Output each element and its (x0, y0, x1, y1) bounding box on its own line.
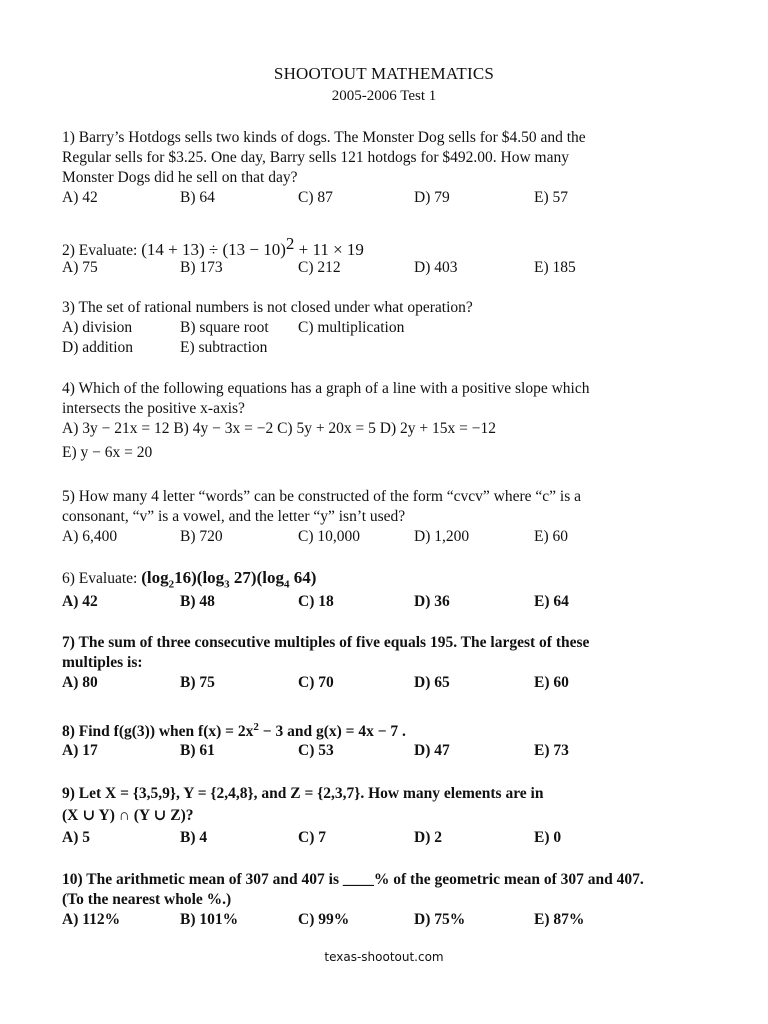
answer-choices (62, 828, 712, 848)
question-10 (62, 870, 712, 930)
answer-choices: A) 3y − 21x = 12 B) 4y − 3x = −2 C) 5y + 20x = 5 D) 2y + 15x = −12 (62, 420, 496, 437)
choice-d: D) 47 (414, 742, 450, 759)
choice-b: B) 48 (180, 593, 215, 610)
choice-e: E) 64 (534, 593, 569, 610)
choice-b: B) 4 (180, 829, 208, 846)
choice-e: E) 0 (534, 829, 562, 846)
choice-e: E) 57 (534, 189, 569, 206)
choice-b: B) 61 (180, 742, 215, 759)
answer-choices (62, 258, 712, 278)
question-text: 8) Find f(g(3)) when $f(x) = 2x^2 - 3$ and g(x) = 4x − 7 . (62, 721, 406, 741)
footer-url: texas-shootout.com (324, 950, 444, 964)
question-8 (62, 717, 712, 761)
choice-c: C) 212 (298, 259, 341, 276)
question-text: 4) Which of the following equations has a graph of a line with a positive slope which (62, 380, 590, 397)
choice-d: D) addition (62, 339, 134, 356)
choice-e: E) y − 6x = 20 (62, 444, 153, 461)
question-text: (To the nearest whole %.) (62, 891, 232, 908)
choice-a: A) 17 (62, 742, 98, 759)
question-3 (62, 298, 712, 358)
question-text: 6) Evaluate: $(\log_216)(\log_3$ $27)(\log_4$ 64) (62, 568, 317, 591)
question-text: Regular sells for $3.25. One day, Barry sells 121 hotdogs for $492.00. How many (62, 149, 569, 166)
choice-d: D) 79 (414, 189, 450, 206)
choice-b: B) 173 (180, 259, 223, 276)
page-title: SHOOTOUT MATHEMATICS (273, 64, 495, 83)
choice-c: C) multiplication (298, 319, 405, 336)
choice-e: E) subtraction (180, 339, 268, 356)
question-6 (62, 568, 712, 612)
question-1 (62, 128, 712, 208)
answer-choices (62, 741, 712, 761)
question-text: 7) The sum of three consecutive multiples of five equals 195. The largest of these (62, 634, 590, 651)
choice-c: C) 87 (298, 189, 333, 206)
question-text: consonant, “v” is a vowel, and the letter “y” isn’t used? (62, 508, 406, 525)
choice-d: D) 2 (414, 829, 442, 846)
choice-a: A) 5 (62, 829, 90, 846)
page-subtitle: 2005-2006 Test 1 (331, 88, 437, 104)
math-expression: (14 + 13) ÷ (13 − 10) (141, 240, 286, 260)
choice-e: E) 87% (534, 911, 585, 928)
question-text: 1) Barry’s Hotdogs sells two kinds of dogs. The Monster Dog sells for $4.50 and the (62, 129, 586, 146)
question-text: multiples is: (62, 654, 143, 671)
question-2 (62, 234, 712, 278)
choice-a: A) 75 (62, 259, 98, 276)
question-text: 9) Let X = {3,5,9}, Y = {2,4,8}, and Z = {2,3,7}. How many elements are in (62, 785, 544, 802)
question-5 (62, 487, 712, 547)
choice-c: C) 53 (298, 742, 334, 759)
question-text: 10) The arithmetic mean of 307 and 407 is ____% of the geometric mean of 307 and 407. (62, 871, 644, 888)
choice-a: A) 80 (62, 674, 98, 691)
choice-d: D) 75% (414, 911, 466, 928)
choice-c: C) 99% (298, 911, 350, 928)
choice-c: C) 70 (298, 674, 334, 691)
choice-b: B) square root (180, 319, 269, 336)
choice-c: C) 18 (298, 593, 334, 610)
choice-b: B) 101% (180, 911, 239, 928)
question-text: 2) Evaluate: $(14 + 13) \div (13 - 10)^2 + 11 \times 19$ (62, 234, 364, 260)
choice-d: D) 36 (414, 593, 450, 610)
choice-d: D) 403 (414, 259, 458, 276)
question-text: (X ∪ Y) ∩ (Y ∪ Z)? (62, 807, 194, 824)
answer-choices (62, 910, 712, 930)
answer-choices (62, 318, 712, 338)
choice-c: C) 7 (298, 829, 326, 846)
math-expression: $(\log_216)(\log_3$ $27)(\log_4$ 64) (141, 568, 317, 591)
choice-e: E) 185 (534, 259, 576, 276)
question-text: intersects the positive x-axis? (62, 400, 245, 417)
choice-a: A) 6,400 (62, 528, 118, 545)
choice-e: E) 60 (534, 528, 569, 545)
answer-choices (62, 592, 712, 612)
question-text: 5) How many 4 letter “words” can be constructed of the form “cvcv” where “c” is a (62, 488, 582, 505)
question-4 (62, 379, 712, 463)
choice-a: A) 42 (62, 189, 98, 206)
question-text: 3) The set of rational numbers is not closed under what operation? (62, 299, 473, 316)
answer-choices (62, 527, 712, 547)
choice-a: A) 112% (62, 911, 121, 928)
choice-e: E) 60 (534, 674, 569, 691)
choice-b: B) 64 (180, 189, 215, 206)
question-7 (62, 633, 712, 693)
question-9 (62, 784, 712, 848)
choice-d: D) 65 (414, 674, 450, 691)
choice-a: A) division (62, 319, 133, 336)
choice-b: B) 75 (180, 674, 215, 691)
choice-e: E) 73 (534, 742, 569, 759)
answer-choices (62, 673, 712, 693)
answer-choices (62, 188, 712, 208)
choice-c: C) 10,000 (298, 528, 360, 545)
choice-b: B) 720 (180, 528, 223, 545)
choice-d: D) 1,200 (414, 528, 470, 545)
answer-choices (62, 338, 712, 358)
question-text: Monster Dogs did he sell on that day? (62, 169, 298, 186)
choice-a: A) 42 (62, 593, 98, 610)
